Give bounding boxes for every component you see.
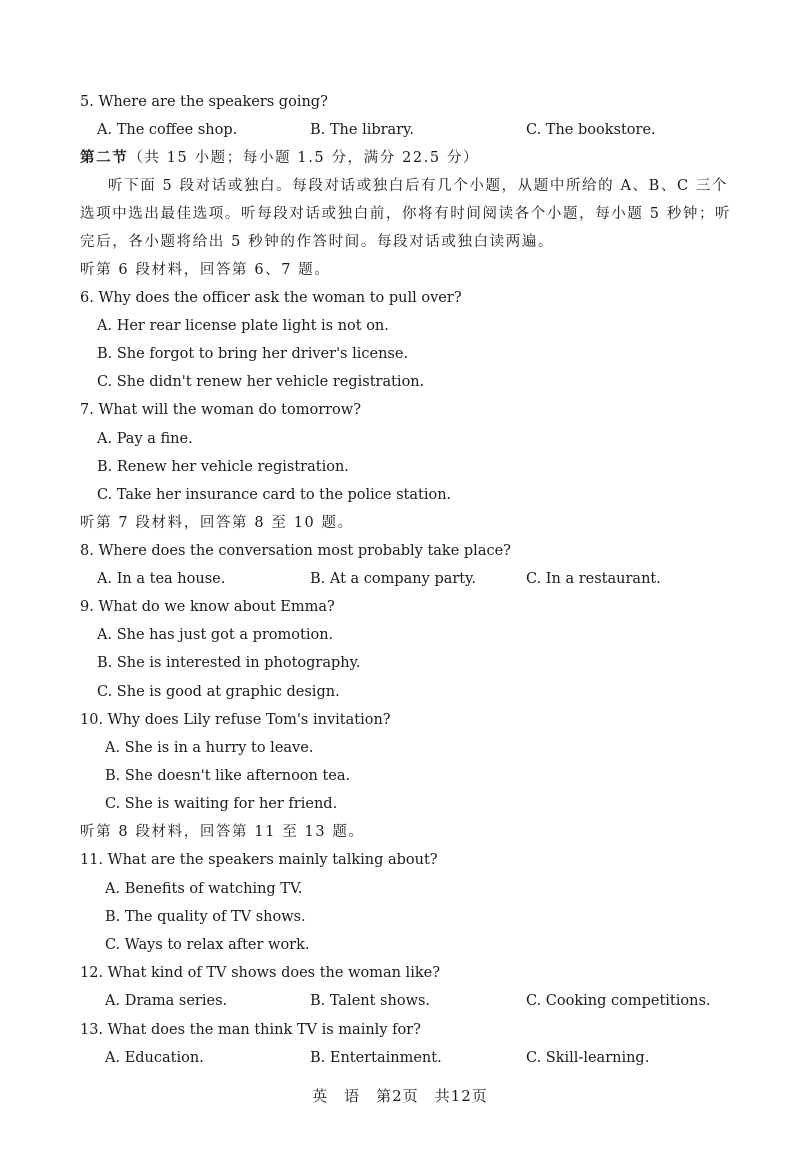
q8-option-b: B. At a company party. — [310, 571, 477, 587]
q7-option-a: A. Pay a fine. — [97, 431, 193, 447]
material-6-intro: 听第 6 段材料，回答第 6、7 题。 — [80, 262, 331, 278]
material-7-intro: 听第 7 段材料，回答第 8 至 10 题。 — [80, 515, 354, 531]
q10-stem: 10. Why does Lily refuse Tom's invitation? — [80, 712, 391, 728]
q7-option-c: C. Take her insurance card to the police station. — [97, 487, 452, 503]
section-heading — [80, 149, 479, 167]
q6-option-b: B. She forgot to bring her driver's license. — [97, 346, 409, 362]
section-title: 第二节 — [80, 149, 129, 166]
q11-stem: 11. What are the speakers mainly talking about? — [80, 852, 438, 868]
instruction-line-1: 听下面 5 段对话或独白。每段对话或独白后有几个小题，从题中所给的 A、B、C 三个 — [108, 178, 729, 194]
q9-option-b: B. She is interested in photography. — [97, 655, 361, 671]
q9-stem: 9. What do we know about Emma? — [80, 599, 335, 615]
q12-option-c: C. Cooking competitions. — [526, 993, 711, 1009]
q5-option-a: A. The coffee shop. — [97, 122, 238, 138]
q7-stem: 7. What will the woman do tomorrow? — [80, 402, 361, 418]
q13-stem: 13. What does the man think TV is mainly for? — [80, 1022, 421, 1038]
q7-option-b: B. Renew her vehicle registration. — [97, 459, 349, 475]
q9-option-c: C. She is good at graphic design. — [97, 684, 340, 700]
q12-stem: 12. What kind of TV shows does the woman like? — [80, 965, 440, 981]
q8-option-c: C. In a restaurant. — [526, 571, 661, 587]
q11-option-b: B. The quality of TV shows. — [105, 909, 306, 925]
q6-option-a: A. Her rear license plate light is not on. — [97, 318, 389, 334]
q5-stem: 5. Where are the speakers going? — [80, 94, 328, 110]
q10-option-b: B. She doesn't like afternoon tea. — [105, 768, 351, 784]
q10-option-a: A. She is in a hurry to leave. — [105, 740, 314, 756]
section-note: （共 15 小题；每小题 1.5 分，满分 22.5 分） — [128, 150, 480, 166]
q12-option-a: A. Drama series. — [105, 993, 228, 1009]
material-8-intro: 听第 8 段材料，回答第 11 至 13 题。 — [80, 824, 365, 840]
q5-option-c: C. The bookstore. — [526, 122, 656, 138]
q11-option-a: A. Benefits of watching TV. — [105, 881, 303, 897]
q13-option-b: B. Entertainment. — [310, 1050, 442, 1066]
q10-option-c: C. She is waiting for her friend. — [105, 796, 338, 812]
q8-stem: 8. Where does the conversation most probably take place? — [80, 543, 511, 559]
q13-option-c: C. Skill-learning. — [526, 1050, 650, 1066]
q13-option-a: A. Education. — [105, 1050, 204, 1066]
instruction-line-2: 选项中选出最佳选项。听每段对话或独白前，你将有时间阅读各个小题，每小题 5 秒钟；听 — [80, 206, 732, 222]
page-footer: 英 语 第2页 共12页 — [312, 1087, 488, 1105]
q6-option-c: C. She didn't renew her vehicle registration. — [97, 374, 425, 390]
q12-option-b: B. Talent shows. — [310, 993, 431, 1009]
q9-option-a: A. She has just got a promotion. — [97, 627, 334, 643]
q5-option-b: B. The library. — [310, 122, 415, 138]
q8-option-a: A. In a tea house. — [97, 571, 226, 587]
instruction-line-3: 完后，各小题将给出 5 秒钟的作答时间。每段对话或独白读两遍。 — [80, 234, 555, 250]
q11-option-c: C. Ways to relax after work. — [105, 937, 310, 953]
q6-stem: 6. Why does the officer ask the woman to pull over? — [80, 290, 462, 306]
